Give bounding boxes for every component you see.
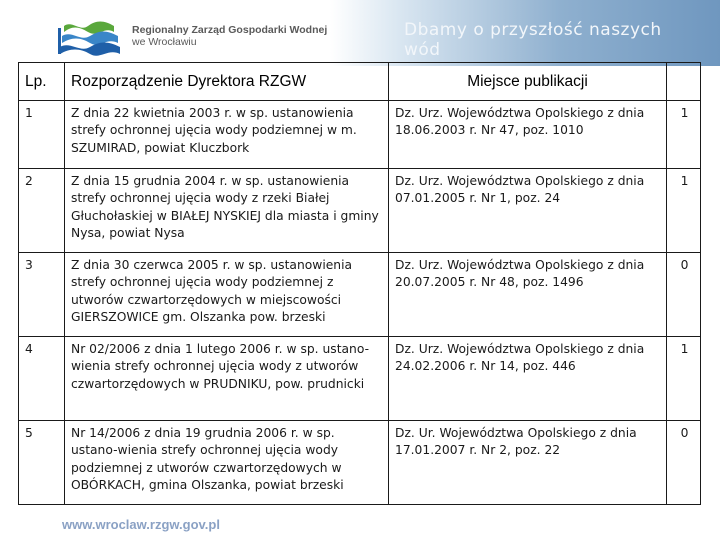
cell-regulation: Nr 02/2006 z dnia 1 lutego 2006 r. w sp. ustano-wienia strefy ochronnej ujęcia wody z utworów czwartorzędowych w PRUDNIKU, pow. prudnicki — [65, 337, 389, 421]
table-row — [19, 253, 701, 337]
tagline: Dbamy o przyszłość naszych wód — [404, 20, 662, 60]
cell-value: 1 — [667, 169, 701, 253]
cell-lp: 1 — [19, 101, 65, 169]
regulations-table — [18, 62, 701, 505]
header-regulation: Rozporządzenie Dyrektora RZGW — [65, 63, 389, 101]
cell-publication: Dz. Urz. Województwa Opolskiego z dnia 20.07.2005 r. Nr 48, poz. 1496 — [389, 253, 667, 337]
cell-publication: Dz. Urz. Województwa Opolskiego z dnia 24.02.2006 r. Nr 14, poz. 446 — [389, 337, 667, 421]
cell-value: 0 — [667, 421, 701, 505]
cell-publication: Dz. Ur. Województwa Opolskiego z dnia 17.01.2007 r. Nr 2, poz. 22 — [389, 421, 667, 505]
header-lp: Lp. — [19, 63, 65, 101]
header-publication: Miejsce publikacji — [389, 63, 667, 101]
cell-lp: 3 — [19, 253, 65, 337]
table-row — [19, 101, 701, 169]
rzgw-wave-logo-icon — [58, 18, 122, 60]
cell-publication: Dz. Urz. Województwa Opolskiego z dnia 18.06.2003 r. Nr 47, poz. 1010 — [389, 101, 667, 169]
table-header-row — [19, 63, 701, 101]
table-row — [19, 169, 701, 253]
header-extra — [667, 63, 701, 101]
cell-lp: 4 — [19, 337, 65, 421]
cell-value: 1 — [667, 337, 701, 421]
cell-regulation: Nr 14/2006 z dnia 19 grudnia 2006 r. w sp. ustano-wienia strefy ochronnej ujęcia wody podziemnej z utworów czwartorzędowych w OBÓRKACH, gmina Olszanka, powiat brzeski — [65, 421, 389, 505]
org-name-line1: Regionalny Zarząd Gospodarki Wodnej — [132, 24, 328, 36]
cell-lp: 2 — [19, 169, 65, 253]
footer-url[interactable]: www.wroclaw.rzgw.gov.pl — [62, 517, 220, 532]
cell-regulation: Z dnia 30 czerwca 2005 r. w sp. ustanowienia strefy ochronnej ujęcia wody podziemnej z utworów czwartorzędowych w miejscowości GIERSZOWICE gm. Olszanka pow. brzeski — [65, 253, 389, 337]
org-name-line2: we Wrocławiu — [132, 36, 197, 48]
cell-publication: Dz. Urz. Województwa Opolskiego z dnia 07.01.2005 r. Nr 1, poz. 24 — [389, 169, 667, 253]
cell-regulation: Z dnia 22 kwietnia 2003 r. w sp. ustanowienia strefy ochronnej ujęcia wody podziemnej w m. SZUMIRAD, powiat Kluczbork — [65, 101, 389, 169]
cell-regulation: Z dnia 15 grudnia 2004 r. w sp. ustanowienia strefy ochronnej ujęcia wody z rzeki Białej Głuchołaskiej w BIAŁEJ NYSKIEJ dla miasta i gminy Nysa, powiat Nysa — [65, 169, 389, 253]
cell-value: 0 — [667, 253, 701, 337]
table-row — [19, 337, 701, 421]
cell-lp: 5 — [19, 421, 65, 505]
cell-value: 1 — [667, 101, 701, 169]
table-row — [19, 421, 701, 505]
org-name — [132, 24, 372, 48]
